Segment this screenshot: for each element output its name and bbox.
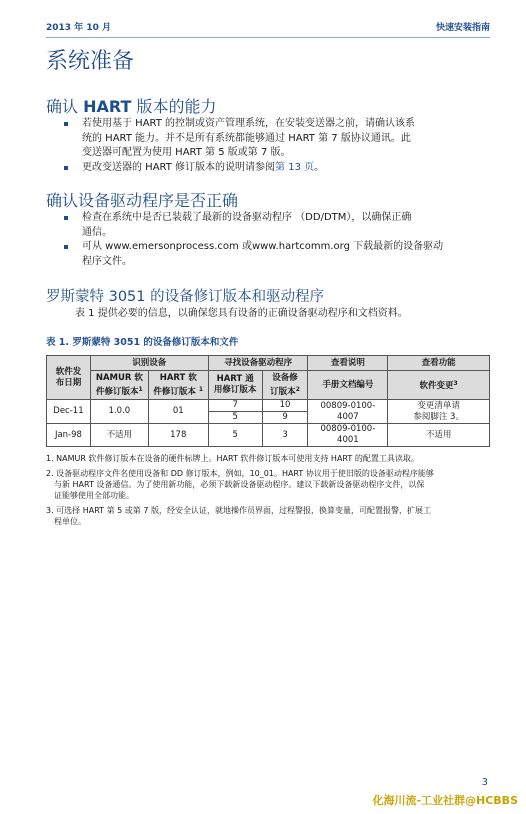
list-item	[64, 117, 492, 161]
heading-text-post: 版本的能力	[131, 97, 217, 116]
cell-hart-sw: 01	[148, 400, 208, 424]
header-divider	[46, 37, 490, 38]
section-driver-list	[64, 211, 492, 269]
list-text: 通信。	[82, 226, 112, 238]
cell-date: Jan-98	[47, 424, 91, 447]
cell-manual: 00809-0100-4001	[308, 424, 388, 447]
table-sub-header-row	[47, 371, 490, 400]
revision-table	[46, 355, 490, 447]
cell-hart-rev: 5	[208, 424, 262, 447]
page-title: 系统准备	[46, 49, 135, 74]
list-text: 变送器可配置为使用 HART 第 5 版或第 7 版。	[82, 147, 291, 158]
cell-hart-rev: 5	[208, 412, 262, 424]
cell-dev-rev: 9	[262, 412, 308, 424]
list-text: 。	[314, 161, 325, 173]
bullet-icon	[64, 245, 68, 249]
header-title: 快速安装指南	[435, 23, 490, 33]
table-group-header-row	[47, 356, 490, 371]
list-text: 程序文件。	[82, 255, 132, 267]
header-namur-rev: NAMUR 软 件修订版本$^1$	[90, 371, 148, 400]
section-revision-paragraph: 表 1 提供必要的信息，以确保您具有设备的正确设备驱动程序和文档资料。	[75, 308, 408, 319]
header-software-changes: 软件变更$^3$	[388, 371, 490, 400]
header-release-date: 软件发 布日期	[47, 356, 91, 400]
header-date: 2013 年 10 月	[46, 23, 111, 33]
cell-changes: 变更清单请 参阅脚注 3。	[388, 400, 490, 424]
section-revision-heading: 罗斯蒙特 3051 的设备修订版本和驱动程序	[46, 289, 325, 305]
footnote-2: 2. 设备驱动程序文件名使用设备和 DD 修订版本，例如，10_01。HART 协议用于使旧版的设备驱动程序能够 与新 HART 设备通信。为了使用新功能，必须下载新设备驱动程序。建议下载新设备驱动程序文件，以保 证能够使用全部功能。	[46, 469, 434, 500]
section-driver-heading: 确认设备驱动程序是否正确	[46, 191, 239, 210]
table-caption: 表 1. 罗斯蒙特 3051 的设备修订版本和文件	[46, 337, 239, 348]
cell-changes: 不适用	[388, 424, 490, 447]
footnote-1: 1. NAMUR 软件修订版本在设备的硬件标牌上。HART 软件修订版本可使用支持 HART 的配置工具读取。	[46, 454, 419, 463]
list-text: 检查在系统中是否已装载了最新的设备驱动程序 （DD/DTM），以确保正确	[82, 212, 412, 223]
bullet-icon	[64, 216, 68, 220]
table-row	[47, 424, 490, 447]
list-item	[64, 211, 492, 240]
group-find-driver: 寻找设备驱动程序	[208, 356, 308, 371]
header-hart-sw-rev: HART 软 件修订版本 $^1$	[148, 371, 208, 400]
cell-namur: 不适用	[90, 424, 148, 447]
bullet-icon	[64, 122, 68, 126]
group-review-instructions: 查看说明	[308, 356, 388, 371]
header-manual-number: 手册文档编号	[308, 371, 388, 400]
header-hart-universal-rev: HART 通 用修订版本	[208, 371, 262, 400]
heading-text-bold: HART	[83, 97, 132, 116]
bullet-icon	[64, 166, 68, 170]
list-text: 更改变送器的 HART 修订版本的说明请参阅	[82, 161, 276, 173]
cell-hart-rev: 7	[208, 400, 262, 412]
list-text: 统的 HART 能力。并不是所有系统都能够通过 HART 第 7 版协议通讯。此	[82, 132, 411, 144]
list-text: 可从 www.emersonprocess.com 或www.hartcomm.org 下载最新的设备驱动	[82, 241, 444, 252]
section-hart-heading	[46, 94, 216, 117]
group-identify-device: 识别设备	[90, 356, 208, 371]
cell-date: Dec-11	[47, 400, 91, 424]
cell-dev-rev: 3	[262, 424, 308, 447]
cell-dev-rev: 10	[262, 400, 308, 412]
cell-manual: 00809-0100-4007	[308, 400, 388, 424]
list-text: 若使用基于 HART 的控制或资产管理系统，在安装变送器之前，请确认该系	[82, 118, 416, 129]
list-item	[64, 161, 492, 176]
cell-hart-sw: 178	[148, 424, 208, 447]
section-hart-list	[64, 117, 492, 175]
heading-text-pre: 确认	[46, 97, 84, 116]
list-item	[64, 240, 492, 269]
table-row	[47, 400, 490, 412]
table-footnotes	[46, 453, 494, 531]
cell-namur: 1.0.0	[90, 400, 148, 424]
header-device-rev: 设备修 订版本$^2$	[262, 371, 308, 400]
page-13-link[interactable]: 第 13 页	[275, 161, 315, 173]
page-number: 3	[481, 777, 488, 788]
group-review-functionality: 查看功能	[388, 356, 490, 371]
footnote-3: 3. 可选择 HART 第 5 或第 7 版，经安全认证，就地操作员界面，过程警报，换算变量，可配置报警，扩展工 程单位。	[46, 506, 431, 526]
watermark: 化海川流-工业社群@HCBBS	[372, 794, 518, 807]
